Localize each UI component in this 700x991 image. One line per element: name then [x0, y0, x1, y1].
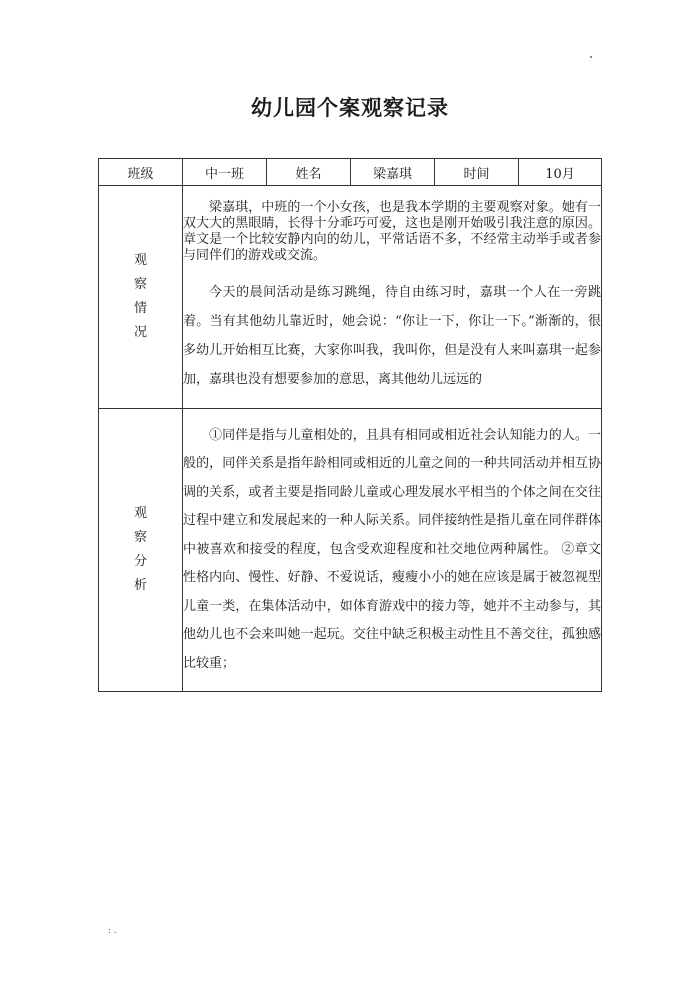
class-value: 中一班: [183, 159, 267, 186]
observation-row: [99, 186, 602, 409]
analysis-paragraph: ①同伴是指与儿童相处的，且具有相同或相近社会认知能力的人。一般的，同伴关系是指年龄相同或相近的儿童之间的一种共同活动并相互协调的关系，或者主要是指同龄儿童或心理发展水平相当的个体之间在交往过程中建立和发展起来的一种人际关系。同伴接纳性是指儿童在同伴群体中被喜欢和接受的程度，包含受欢迎程度和社交地位两种属性。 ②章文性格内向、慢性、好静、不爱说话，瘦瘦小小的她在应该是属于被忽视型儿童一类，在集体活动中，如体育游戏中的接力等，她并不主动参与，其他幼儿也不会来叫她一起玩。交往中缺乏积极主动性且不善交往，孤独感比较重；: [183, 427, 601, 671]
observation-label: 观 察 情 况: [99, 186, 183, 409]
header-row: [99, 159, 602, 186]
observation-paragraph: 今天的晨间活动是练习跳绳，待自由练习时，嘉琪一个人在一旁跳着。当有其他幼儿靠近时，她会说：“你让一下，你让一下。”渐渐的，很多幼儿开始相互比赛，大家你叫我，我叫你，但是没有人来叫嘉琪一起参加，嘉琪也没有想要参加的意思，离其他幼儿远远的: [183, 285, 601, 387]
observation-record-table: [98, 158, 602, 692]
analysis-row: [99, 409, 602, 692]
class-label: 班级: [99, 159, 183, 186]
observation-content: [183, 186, 602, 409]
time-label: 时间: [435, 159, 519, 186]
observation-paragraph: 梁嘉琪，中班的一个小女孩，也是我本学期的主要观察对象。她有一双大大的黑眼睛，长得十分乖巧可爱，这也是刚开始吸引我注意的原因。章文是一个比较安静内向的幼儿，平常话语不多，不经常主动举手或者参与同伴们的游戏或交流。: [183, 200, 601, 263]
name-label: 姓名: [267, 159, 351, 186]
page-speck: [590, 56, 592, 58]
footer-mark: : .: [108, 926, 117, 936]
analysis-content: [183, 409, 602, 692]
analysis-label: 观 察 分 析: [99, 409, 183, 692]
name-value: 梁嘉琪: [351, 159, 435, 186]
page-title: 幼儿园个案观察记录: [251, 96, 449, 120]
time-value: 10月: [519, 159, 602, 186]
